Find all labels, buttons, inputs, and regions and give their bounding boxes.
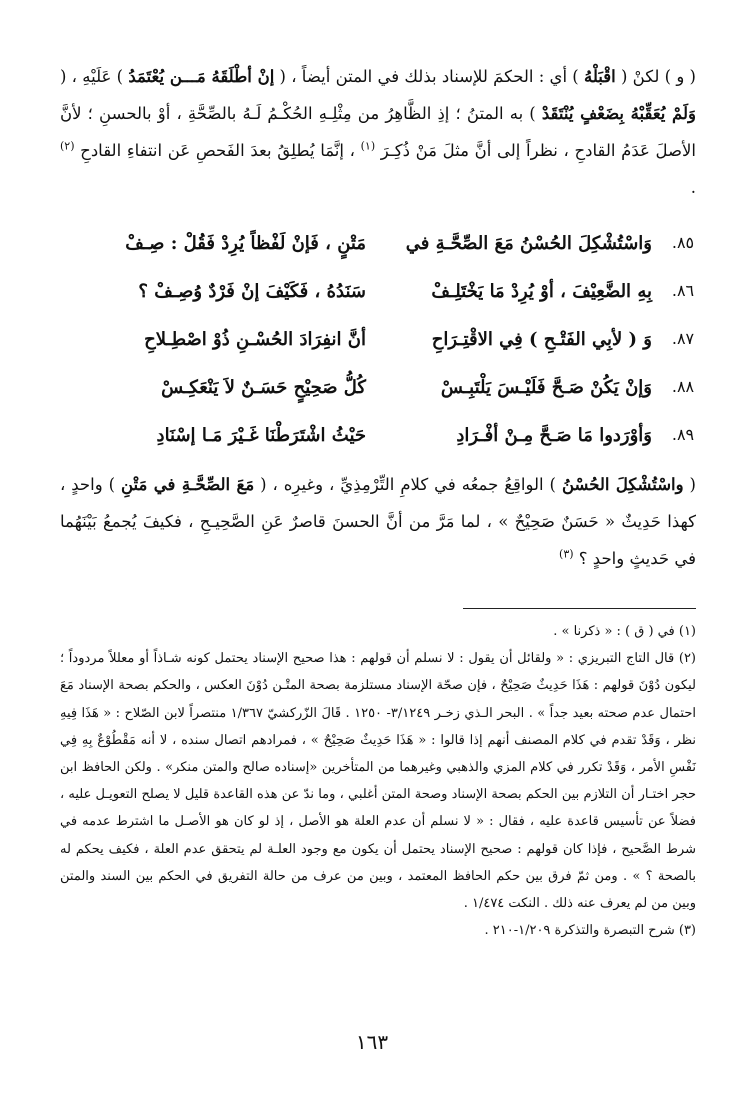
verse-line (60, 323, 696, 371)
commentary-text (60, 466, 696, 577)
text-run: ) عَلَيْهِ ، ( (60, 67, 129, 86)
verse-second-hemistich: مَتْنٍ ، فَإنْ لَفْظاً يُرِدْ فَقُلْ : صِـفْ (125, 233, 366, 254)
footnote: (٣) شرح التبصرة والتذكرة ١/٢٠٩-٢١٠ . (484, 923, 696, 939)
verse-second-hemistich: أنَّ انفِرَادَ الحُسْـنِ ذُوْ اصْطِـلاحِ (144, 329, 366, 350)
verse-line (60, 275, 696, 323)
verse-number: ٨٩. (671, 425, 695, 444)
verse-first-hemistich: وَاسْتُشْكِلَ الحُسْنُ مَعَ الصِّحَّـةِ في (405, 233, 652, 254)
commentary-text (60, 58, 696, 206)
text-run: ) واحدٍ ، كهذا حَدِيثٌ « حَسَنٌ صَحِيْحٌ » ، لما مَرَّ من أنَّ الحسنَ قاصرٌ عَنِ الصَّحِيـحِ ، فكيفَ يُجمعُ بَيْنَهُما في حَديثٍ واحدٍ ؟ (60, 475, 696, 568)
verse-number: ٨٦. (671, 281, 695, 300)
verse-number: ٨٥. (671, 233, 695, 252)
matn-quote: إنْ أطْلَقَهُ مَـــن يُعْتَمَدُ (128, 67, 275, 86)
verse-first-hemistich: وَ ( لأبِي الفَتْـحِ ) فِي الاقْتِـرَاحِ (431, 329, 652, 350)
footnote-ref[interactable]: (١) (360, 139, 376, 153)
verse-line (60, 419, 696, 467)
verse-number: ٨٧. (671, 329, 695, 348)
commentary-paragraph-1 (60, 58, 696, 206)
verse-second-hemistich: حَيْثُ اشْتَرَطْنَا غَـيْرَ مَـا إسْنَادِ (156, 425, 366, 446)
verse-first-hemistich: وَإنْ يَكُنْ صَـحَّ فَلَيْـسَ يَلْتَبِـسْ (440, 377, 652, 398)
text-run: ) الواقِعُ جمعُه في كلامِ التِّرْمِذِيِّ ، وغيرِه ، ( (254, 475, 562, 494)
text-run: ( (683, 475, 696, 494)
verse-first-hemistich: بِهِ الضَّعِيْفَ ، أوْ يُرِدْ مَا يَخْتَلِـفْ (431, 281, 652, 302)
footnote-ref[interactable]: (٣) (559, 547, 574, 561)
verse-number: ٨٨. (671, 377, 695, 396)
matn-quote: واسْتُشْكِلَ الحُسْنُ (561, 475, 684, 494)
text-run: ) به المتنُ ؛ إذِ الظَّاهِرُ من مِثْلِـهِ الحُكْـمُ لَـهُ بالصِّحَّةِ ، أوْ بالحسنِ ؛ لأنَّ الأصلَ عَدَمُ القادحِ ، نظراً إلى أنَّ مثلَ مَنْ ذُكِـرَ (60, 104, 697, 160)
verse-second-hemistich: سَنَدُهُ ، فَكَيْفَ إنْ فَرْدٌ وُصِـفْ ؟ (138, 281, 366, 302)
footnote-ref[interactable]: (٢) (60, 139, 75, 153)
verse-line (60, 371, 696, 419)
matn-quote: مَعَ الصِّحَّـةِ في مَتْنِ (120, 475, 255, 494)
footnote-divider (463, 608, 696, 609)
page-number: ١٦٣ (355, 1030, 389, 1054)
footnote: (٢) قال التاج التبريزي : « ولقائل أن يقول : لا نسلم أن قولهم : هذا صحيح الإسناد يحتمل كونه شـاذاً أو معللاً مردوداً ؛ ليكون دُوْنَ قولهم : هَذَا حَدِيثٌ صَحِيْحٌ ، فإن صحّة الإسناد مستلزمة بصحة المتْـن دُوْنَ العكس ، والحكم بصحة الإسناد مَعَ احتمال عدم صحته بعيد جداً » . البحر الـذي زخـر ٣/١٢٤٩- ١٢٥٠ . قَالَ الزّركشيّ ١/٣٦٧ منتصراً لابن الصّلاح : « هَذَا فِيهِ نظر ، وَقَدْ تقدم في كلام المصنف أنهم إذا قالوا : « هَذَا حَدِيثٌ صَحِيْحٌ » ، فمرادهم اتصال سنده ، لا أنه مَقْطُوْعٌ بِهِ فِي نَفْسِ الأمر ، وَقَدْ تكرر في كلام المزي والذهبي وغيرهما من المتأخرين «إسناده صالح والمتن منكر» . ولكن الحافظ ابن حجر اختـار أن التلازم بين الحكم بصحة الإسناد وصحة المتن أغلبي ، وما ندّ عن هذه القاعدة قليل لا يصلح التعويـل عليه ، فضلاً عن تأسيس قاعدة عليه ، فقال : « لا نسلم أن عدم العلة هو الأصل ، إذ لو كان هو الأصـل ما اشترط عدمه في شرط الصَّحيح ، فإذا كان قولهم : صحيح الإسناد يحتمل أن يكون مع وجود العلـة لم يتحقق عدم العلة ، فكيف يحكم له بالصحة ؟ » . ومن ثمّ فرق بين حكم الحافظ المعتمد ، وبين من عرف من حالة التفريق في الحكم بين السند والمتن وبين من لم يعرف عنه ذلك . النكت ١/٤٧٤ . (60, 651, 696, 912)
text-run: ) أي : الحكمَ للإسناد بذلك في المتن أيضاً ، ( (274, 67, 584, 86)
matn-quote: وَلَمْ يُعَقِّبْهُ بِضَعْفٍ يُنْتَقَدْ (541, 104, 697, 123)
text-run: ( و ) لكنْ ( (615, 67, 696, 86)
matn-quote: اقْبَلْهُ (583, 67, 616, 86)
commentary-paragraph-2 (60, 466, 696, 577)
footnote: (١) في ( ق ) : « ذكرنا » . (553, 624, 696, 639)
poem-verses (60, 227, 696, 467)
footnotes (60, 618, 696, 944)
text-run: . (690, 178, 696, 197)
verse-first-hemistich: وَأوْرَدوا مَا صَـحَّ مِـنْ أفْـرَادِ (456, 425, 652, 446)
verse-line (60, 227, 696, 275)
verse-second-hemistich: كُلُّ صَحِيْحٍ حَسَـنٌ لاَ يَنْعَكِـسْ (161, 377, 366, 398)
text-run: ، إنَّمَا يُطلِقُ بعدَ الفَحصِ عَن انتفاءِ القادحِ (74, 141, 361, 160)
